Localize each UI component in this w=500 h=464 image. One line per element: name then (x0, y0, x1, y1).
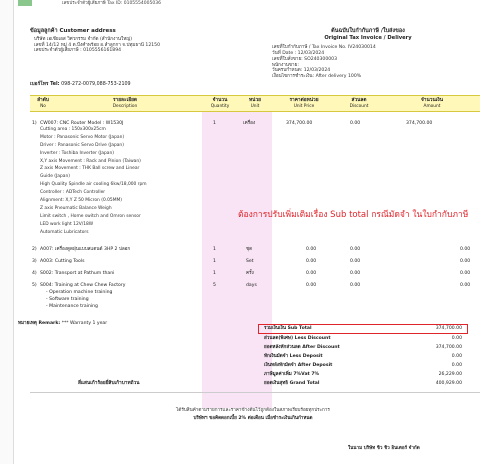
item-amount: 374,700.00 (406, 121, 433, 126)
total-line-after-deposit (258, 363, 468, 371)
table-row (30, 283, 480, 313)
spec-line: Cutting area : 150x300x25cm (40, 127, 106, 132)
item-amount: 0.00 (460, 247, 471, 252)
item-qty: 1 (213, 271, 216, 276)
item-no: 4) (32, 271, 37, 276)
company-logo (18, 0, 32, 6)
total-value: 374,700.00 (435, 326, 462, 331)
total-value: 0.00 (451, 354, 462, 359)
header-amount: จำนวนเงิน Amount (420, 98, 444, 109)
item-discount: 0.00 (350, 259, 361, 264)
page-header (18, 0, 488, 10)
item-discount: 0.00 (350, 271, 361, 276)
item-description: S002: Transport at Pathum thani (40, 271, 115, 276)
document-line: เลขที่ใบกำกับภาษี / Tax Invoice No. IV24030014 (272, 45, 376, 51)
table-header (30, 95, 480, 112)
total-line-after-discount (258, 345, 468, 353)
table-row (30, 247, 480, 255)
total-value: 400,929.00 (435, 381, 462, 386)
item-no: 1) (32, 121, 37, 126)
spec-line: Controller : ADTech Controller (40, 190, 106, 196)
spec-line: High Quality Spindle air cooling 6kw/18,000 rpm (40, 182, 147, 188)
item-no: 5) (32, 283, 37, 288)
item-amount: 0.00 (460, 283, 471, 288)
spec-line: Motor : Panasonic Servo Motor (Japan) (40, 134, 125, 140)
item-unit-price: 0.00 (306, 247, 317, 252)
spec-line: X,Y axis Movement : Rack and Pinion (Taiwan) (40, 158, 141, 164)
item-description: A007: เครื่องดูดฝุ่นแบบสแตนด์ 3HP 2 ปลอก (40, 247, 131, 252)
total-line-vat (258, 372, 468, 380)
spec-line: Driver : Panasonic Servo Drive (Japan) (40, 142, 124, 148)
contact-phone (30, 82, 131, 88)
item-unit-price: 0.00 (306, 259, 317, 264)
customer-heading: ข้อมูลลูกค้า Customer address (30, 28, 116, 34)
item-spec-list (40, 127, 147, 237)
total-label: เงินหลังหักมัดจำ After Deposit (264, 363, 333, 368)
total-label: ยอดเงินสุทธิ Grand Total (264, 381, 320, 386)
item-discount: 0.00 (350, 121, 361, 126)
table-row (30, 121, 480, 241)
item-qty: 1 (213, 121, 216, 126)
header-unit: หน่วย Unit (249, 98, 261, 109)
item-no: 2) (32, 247, 37, 252)
document-line: เงื่อนไขการชำระเงิน: After delivery 100% (272, 74, 362, 80)
total-line-discount (258, 336, 468, 344)
item-qty: 5 (213, 283, 216, 288)
item-description: S004: Training at Chew Chew Factory (40, 283, 126, 288)
total-label: ภาษีมูลค่าเพิ่ม 7%Vat 7% (264, 372, 320, 377)
item-unit: ครั้ง (246, 271, 254, 276)
viewer-margin (0, 0, 14, 464)
total-value: 374,700.00 (435, 345, 462, 350)
spec-line: Z axis Movement : THK Ball screw and Linear (40, 166, 140, 172)
header-quantity: จำนวน Quantity (210, 98, 230, 109)
document-info-block (268, 28, 468, 80)
remark-value: *** Warranty 1 year (61, 321, 108, 326)
total-label: ส่วนลด(พิเศษ) Less Discount (264, 336, 331, 341)
item-title: CW007: CNC Router Model : W1530J (40, 121, 124, 126)
divider (30, 392, 480, 393)
training-line: - Maintenance training (46, 304, 98, 309)
customer-address-block (30, 28, 260, 54)
total-value: 0.00 (451, 336, 462, 341)
total-line-subtotal (258, 326, 468, 334)
spec-line: LED work light 12V/18W (40, 221, 94, 227)
header-unit-price: ราคาต่อหน่วย Unit Price (289, 98, 319, 109)
total-line-deposit (258, 354, 468, 362)
spec-line: Limit switch , Home switch and Omron sensor (40, 213, 141, 219)
item-discount: 0.00 (350, 283, 361, 288)
item-description: A003: Cutting Tools (40, 259, 85, 264)
total-label: หักเงินมัดจำ Less Deposit (264, 354, 323, 359)
item-unit-price: 0.00 (306, 271, 317, 276)
spec-line: Automatic Lubricators (40, 229, 89, 235)
document-line: พนักงานขาย: (272, 62, 299, 68)
spec-line: Z axis Pneumatic Balance Weigh (40, 205, 112, 211)
document-title-th: ต้นฉบับใบกำกับภาษี /ใบส่งของ (331, 28, 405, 34)
total-label: รวมเงินเงิน Sub Total (264, 326, 312, 331)
item-discount: 0.00 (350, 247, 361, 252)
training-line: - Operation machine training (46, 290, 113, 295)
customer-line: บริษัท เอเชียเอส วิศวกรรม จำกัด (สำนักงานใหญ่) (34, 36, 133, 42)
header-discount: ส่วนลด Discount (349, 98, 369, 109)
item-qty: 1 (213, 259, 216, 264)
document-line: วันครบกำหนด: 12/03/2024 (272, 68, 331, 74)
company-tax-id: เลขประจำตัวผู้เสียภาษี Tax ID: 0105554005036 (62, 1, 161, 6)
table-row (30, 259, 480, 267)
item-no: 3) (32, 259, 37, 264)
annotation-note: ต้องการปรับเพิ่มเติมเรื่อง Sub total กรณีมัดจำ ในใบกำกับภาษี (238, 210, 469, 220)
item-unit-price: 0.00 (306, 283, 317, 288)
training-line: - Software training (46, 297, 89, 302)
spec-line: Alignment: X,Y Z 50 Micron (0.05MM) (40, 198, 123, 204)
table-row (30, 271, 480, 279)
item-qty: 1 (213, 247, 216, 252)
item-unit: เครื่อง (243, 121, 256, 126)
contact-label: เบอร์โทร Tel: (30, 82, 60, 87)
document-line: วันที่ Date : 12/03/2024 (272, 51, 325, 57)
customer-line: เลขที่ 14/12 หมู่ 4 ต.บึงคำพร้อย อ.ลำลูกกา จ.ปทุมธานี 12150 (34, 42, 161, 48)
item-unit-price: 374,700.00 (286, 121, 313, 126)
total-label: ยอดหลังหักส่วนลด After Discount (264, 345, 340, 350)
remark-label: หมายเหตุ Remark: (18, 321, 61, 326)
item-amount: 0.00 (460, 259, 471, 264)
footer-acknowledgement: ได้รับสินค้าตามรายการและราคาข้างต้นไว้ถูกต้องในสภาพเรียบร้อยทุกประการ (176, 408, 330, 413)
footer-interest-note: บริษัทฯ ขอคิดดอกเบี้ย 2% ต่อเดือน เมื่อชำระเงินเกินกำหนด (193, 416, 313, 421)
item-unit: days (246, 283, 257, 288)
company-signature-line: ในนาม บริษัท ชิว ชิว อินเตอร์ จำกัด (348, 446, 420, 451)
contact-value: 098-272-0079,088-753-2109 (61, 82, 131, 87)
amount-in-words: สี่แสนเก้าร้อยยี่สิบเก้าบาทถ้วน (78, 381, 140, 386)
header-description: รายละเอียด Description (112, 98, 138, 109)
spec-line: Guide (Japan) (40, 174, 70, 180)
item-unit: ชุด (246, 247, 253, 252)
total-value: 0.00 (451, 363, 462, 368)
total-line-grand-total (258, 381, 468, 389)
customer-line: เลขประจำตัวผู้เสียภาษี : 0105556161894 (34, 48, 122, 54)
item-amount: 0.00 (460, 271, 471, 276)
document-line: เลขที่ใบสั่งขาย: SO240300003 (272, 56, 338, 62)
header-no: ลำดับ No (37, 98, 49, 109)
total-value: 26,229.00 (438, 372, 462, 377)
item-unit: Set (246, 259, 254, 264)
invoice-page (18, 0, 488, 464)
document-title-en: Original Tax Invoice / Delivery (324, 34, 412, 41)
remark (18, 321, 107, 327)
spec-line: Inverter : Toshiba Inverter (Japan) (40, 150, 114, 156)
